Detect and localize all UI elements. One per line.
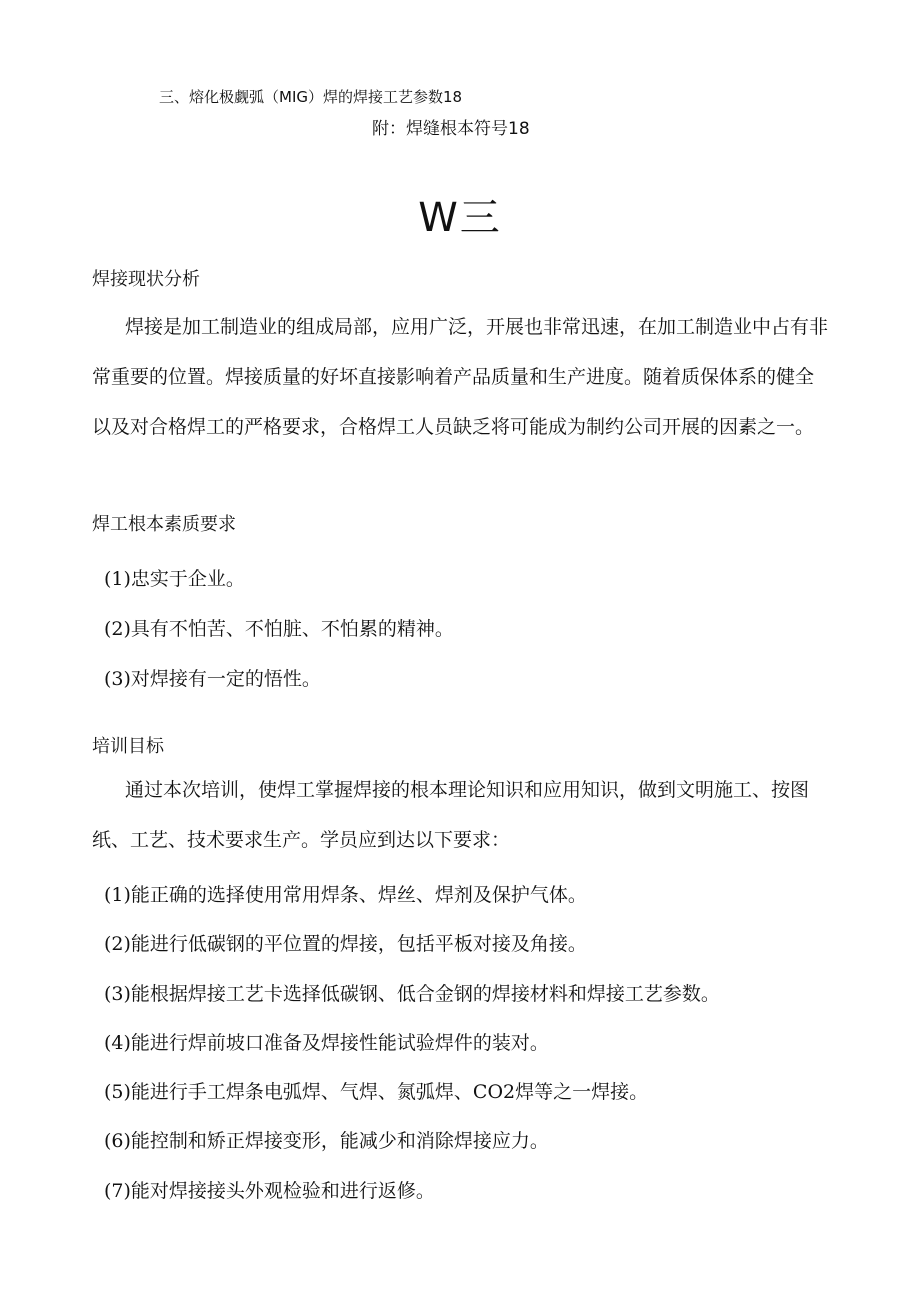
list-item: (4)能进行焊前坡口准备及焊接性能试验焊件的装对。 bbox=[104, 1032, 549, 1054]
section-heading-status: 焊接现状分析 bbox=[92, 269, 200, 290]
list-item: (2)具有不怕苦、不怕脏、不怕累的精神。 bbox=[104, 618, 454, 640]
list-item: (7)能对焊接接头外观检验和进行返修。 bbox=[104, 1180, 435, 1202]
toc-entry-weld-symbols: 附：焊缝根本符号18 bbox=[372, 119, 530, 139]
page-title: W三 bbox=[418, 195, 502, 241]
list-item: (3)能根据焊接工艺卡选择低碳钢、低合金钢的焊接材料和焊接工艺参数。 bbox=[104, 983, 720, 1005]
paragraph-goals: 通过本次培训，使焊工掌握焊接的根本理论知识和应用知识，做到文明施工、按图纸、工艺、技术要求生产。学员应到达以下要求： bbox=[92, 779, 810, 851]
list-item: (6)能控制和矫正焊接变形，能减少和消除焊接应力。 bbox=[104, 1130, 549, 1152]
section-heading-goals: 培训目标 bbox=[92, 736, 164, 757]
list-item: (1)忠实于企业。 bbox=[104, 568, 245, 590]
list-item: (2)能进行低碳钢的平位置的焊接，包括平板对接及角接。 bbox=[104, 933, 587, 955]
list-item: (3)对焊接有一定的悟性。 bbox=[104, 668, 321, 690]
toc-entry-mig-parameters: 三、熔化极觑弧（MIG）焊的焊接工艺参数18 bbox=[159, 88, 463, 106]
paragraph-status: 焊接是加工制造业的组成局部，应用广泛，开展也非常迅速，在加工制造业中占有非常重要的位置。焊接质量的好坏直接影响着产品质量和生产进度。随着质保体系的健全以及对合格焊工的严格要求，合格焊工人员缺乏将可能成为制约公司开展的因素之一。 bbox=[92, 316, 829, 438]
list-item: (1)能正确的选择使用常用焊条、焊丝、焊剂及保护气体。 bbox=[104, 884, 587, 906]
list-item: (5)能进行手工焊条电弧焊、气焊、氮弧焊、CO2焊等之一焊接。 bbox=[104, 1081, 649, 1103]
section-heading-quality: 焊工根本素质要求 bbox=[92, 514, 236, 535]
